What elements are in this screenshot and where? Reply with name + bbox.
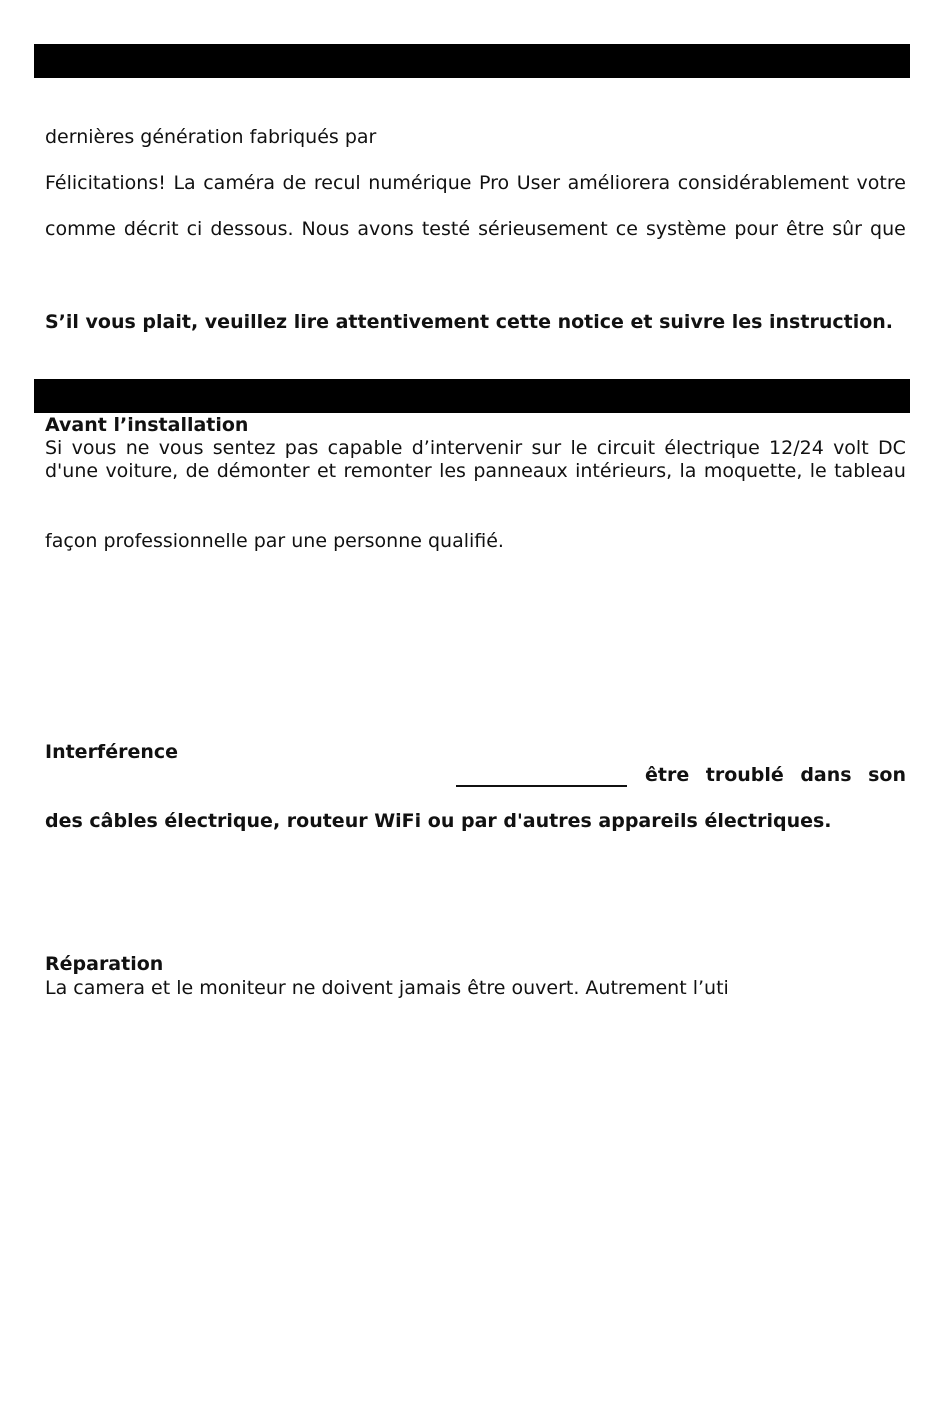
word: intérieurs, bbox=[575, 460, 673, 482]
word: ne bbox=[125, 437, 150, 459]
word: troublé bbox=[705, 764, 784, 786]
interference-line-1 bbox=[645, 764, 906, 786]
word: système bbox=[645, 218, 727, 240]
installation-heading: Avant l’installation bbox=[45, 414, 249, 436]
word: Pro bbox=[479, 172, 510, 194]
word: volt bbox=[833, 437, 869, 459]
word: de bbox=[185, 460, 210, 482]
word: capable bbox=[327, 437, 403, 459]
word: User bbox=[516, 172, 561, 194]
word: votre bbox=[856, 172, 906, 194]
word: électrique bbox=[664, 437, 760, 459]
word: DC bbox=[877, 437, 906, 459]
intro-line-3 bbox=[45, 218, 906, 240]
word: le bbox=[809, 460, 827, 482]
word: sûr bbox=[832, 218, 862, 240]
word: que bbox=[870, 218, 906, 240]
word: sur bbox=[531, 437, 562, 459]
intro-line-1: dernières génération fabriqués par bbox=[45, 126, 377, 148]
word: recul bbox=[313, 172, 361, 194]
word: être bbox=[785, 218, 825, 240]
word: numérique bbox=[368, 172, 472, 194]
word: voiture, bbox=[105, 460, 179, 482]
word: circuit bbox=[596, 437, 656, 459]
word: démonter bbox=[216, 460, 310, 482]
word: ce bbox=[615, 218, 638, 240]
word: comme bbox=[45, 218, 116, 240]
installation-line-2 bbox=[45, 460, 906, 482]
word: Félicitations! bbox=[45, 172, 166, 194]
word: la bbox=[679, 460, 697, 482]
word: et bbox=[316, 460, 337, 482]
word: sentez bbox=[212, 437, 276, 459]
word: ci bbox=[186, 218, 203, 240]
word: les bbox=[439, 460, 466, 482]
word: remonter bbox=[343, 460, 432, 482]
blank-underline bbox=[456, 785, 627, 787]
installation-line-1 bbox=[45, 437, 906, 459]
interference-line-2: des câbles électrique, routeur WiFi ou par d'autres appareils électriques. bbox=[45, 810, 832, 832]
word: vous bbox=[158, 437, 204, 459]
interference-heading: Interférence bbox=[45, 741, 179, 763]
word: avons bbox=[357, 218, 414, 240]
word: d'une bbox=[45, 460, 99, 482]
word: Si bbox=[45, 437, 63, 459]
word: d’intervenir bbox=[411, 437, 523, 459]
word: de bbox=[282, 172, 307, 194]
section-header-bar-middle bbox=[34, 379, 910, 413]
word: son bbox=[868, 764, 906, 786]
word: tableau bbox=[834, 460, 906, 482]
word: La bbox=[173, 172, 196, 194]
word: pour bbox=[734, 218, 778, 240]
word: considérablement bbox=[677, 172, 849, 194]
word: testé bbox=[421, 218, 471, 240]
reparation-heading: Réparation bbox=[45, 953, 164, 975]
word: dans bbox=[800, 764, 852, 786]
word: sérieusement bbox=[478, 218, 608, 240]
word: décrit bbox=[123, 218, 179, 240]
word: panneaux bbox=[473, 460, 568, 482]
word: améliorera bbox=[567, 172, 671, 194]
word: vous bbox=[71, 437, 117, 459]
intro-line-2 bbox=[45, 172, 906, 194]
word: Nous bbox=[301, 218, 350, 240]
word: être bbox=[645, 764, 690, 786]
word: pas bbox=[284, 437, 319, 459]
word: 12/24 bbox=[769, 437, 824, 459]
reparation-line-1: La camera et le moniteur ne doivent jamais être ouvert. Autrement l’uti bbox=[45, 977, 729, 999]
installation-line-3: façon professionnelle par une personne qualifié. bbox=[45, 530, 504, 552]
word: caméra bbox=[203, 172, 275, 194]
word: dessous. bbox=[210, 218, 294, 240]
word: le bbox=[570, 437, 588, 459]
word: moquette, bbox=[703, 460, 803, 482]
intro-notice: S’il vous plait, veuillez lire attentivement cette notice et suivre les instruction. bbox=[45, 311, 894, 333]
section-header-bar-top bbox=[34, 44, 910, 78]
